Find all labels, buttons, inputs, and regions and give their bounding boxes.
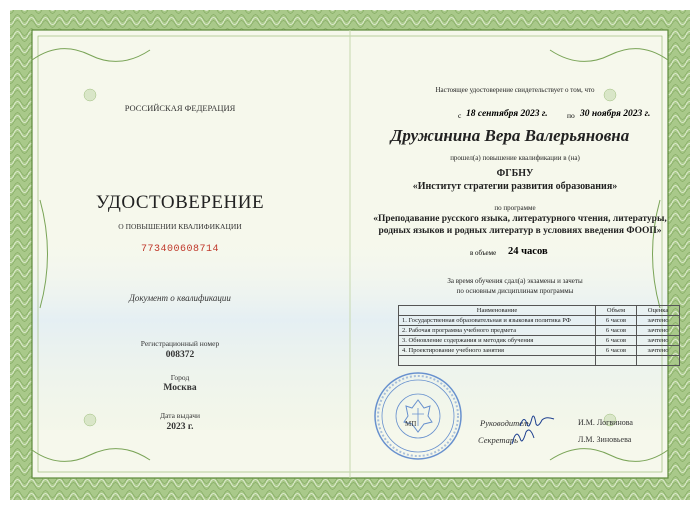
subject-name: 3. Обновление содержания и методик обучения [399, 336, 596, 346]
program-line-1: «Преподавание русского языка, литературного чтения, литературы, [373, 214, 667, 224]
subject-volume: 6 часов [596, 346, 637, 356]
stamp-label: МП [405, 420, 417, 428]
table-row [399, 336, 680, 346]
subjects-table [398, 305, 680, 366]
from-date: 18 сентября 2023 г. [466, 109, 548, 119]
subject-name: 4. Проектирование учебного занятия [399, 346, 596, 356]
table-row [399, 326, 680, 336]
registration-number: 008372 [165, 350, 195, 360]
organization-short: ФГБНУ [496, 168, 534, 179]
document-title: УДОСТОВЕРЕНИЕ [95, 192, 265, 213]
subjects-table-wrapper [398, 305, 680, 366]
country-label: РОССИЙСКАЯ ФЕДЕРАЦИЯ [124, 103, 236, 113]
head-label: Руководитель [480, 418, 531, 428]
to-date: 30 ноября 2023 г. [580, 109, 651, 119]
volume-value: 24 часов [508, 246, 548, 257]
subject-volume: 6 часов [596, 326, 637, 336]
issue-date-value: 2023 г. [166, 422, 194, 432]
column-header-grade: Оценка [637, 306, 680, 316]
official-stamp [372, 370, 464, 462]
subject-name: 1. Государственная образовательная и языковая политика РФ [399, 316, 596, 326]
volume-prefix: в объеме [470, 249, 497, 257]
exams-line-2: по основным дисциплинам программы [456, 287, 574, 295]
intro-text: Настоящее удостоверение свидетельствует о том, что [435, 86, 595, 94]
to-prefix: по [567, 111, 575, 120]
column-header-name: Наименование [399, 306, 596, 316]
empty-cell [637, 356, 680, 366]
organization-full: «Институт стратегии развития образования» [412, 181, 618, 192]
city-label: Город [170, 373, 190, 382]
document-subtitle: О ПОВЫШЕНИИ КВАЛИФИКАЦИИ [118, 222, 242, 231]
from-prefix: с [458, 111, 462, 120]
document-type: Документ о квалификации [129, 293, 231, 303]
subject-volume: 6 часов [596, 336, 637, 346]
table-row [399, 316, 680, 326]
city-value: Москва [163, 383, 197, 393]
subject-volume: 6 часов [596, 316, 637, 326]
column-header-volume: Объем [596, 306, 637, 316]
program-label: по программе [494, 204, 536, 212]
subject-grade: зачтено [637, 346, 680, 356]
recipient-name: Дружинина Вера Валерьяновна [390, 126, 630, 145]
head-name: И.М. Логвинова [578, 418, 633, 427]
subject-grade: зачтено [637, 336, 680, 346]
exams-line-1: За время обучения сдал(а) экзамены и зачеты [447, 277, 583, 285]
empty-cell [399, 356, 596, 366]
subject-grade: зачтено [637, 316, 680, 326]
subject-grade: зачтено [637, 326, 680, 336]
program-line-2: родных языков и родных литератур в условиях введения ФООП» [378, 226, 662, 236]
issue-date-label: Дата выдачи [159, 411, 201, 420]
subject-name: 2. Рабочая программа учебного предмета [399, 326, 596, 336]
secretary-signature [508, 426, 538, 448]
secretary-name: Л.М. Зиновьева [578, 435, 632, 444]
table-row [399, 356, 680, 366]
registration-label: Регистрационный номер [140, 339, 220, 348]
serial-number: 773400608714 [140, 244, 219, 255]
empty-cell [596, 356, 637, 366]
table-row [399, 346, 680, 356]
table-header-row [399, 306, 680, 316]
passed-text: прошел(а) повышение квалификации в (на) [450, 154, 580, 162]
secretary-label: Секретарь [478, 435, 518, 445]
